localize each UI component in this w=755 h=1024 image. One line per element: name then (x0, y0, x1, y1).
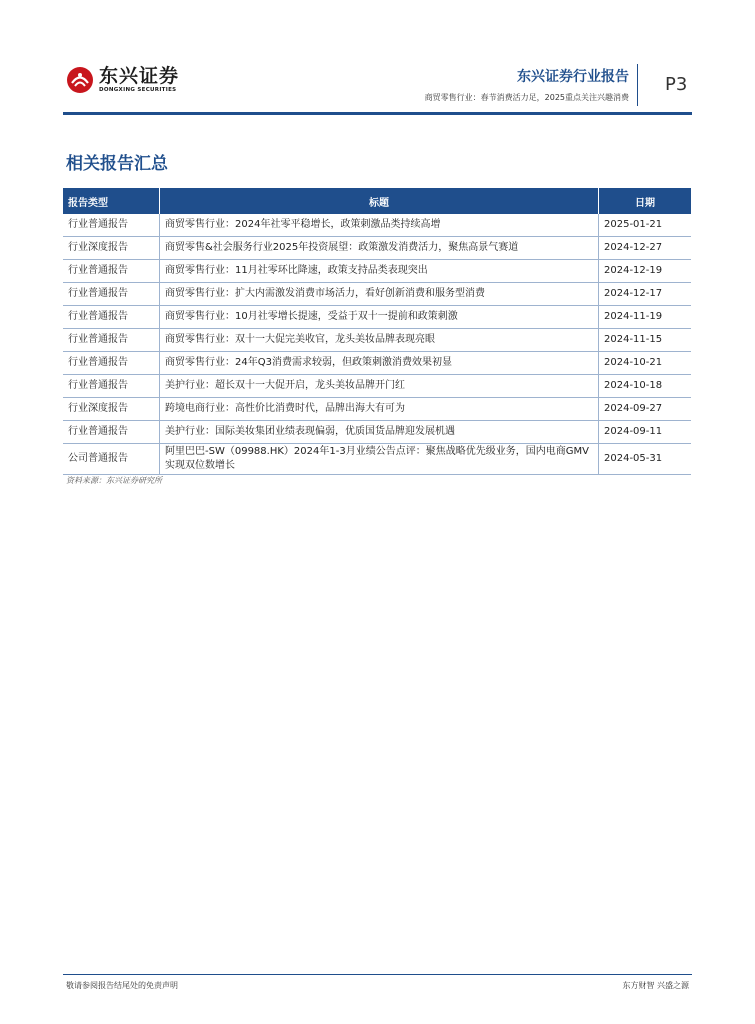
cell-report-type: 行业普通报告 (63, 283, 160, 306)
cell-report-type: 行业普通报告 (63, 260, 160, 283)
footer-rule (63, 974, 692, 975)
related-reports-table (63, 188, 691, 475)
table-row (63, 283, 691, 306)
cell-report-type: 行业普通报告 (63, 329, 160, 352)
table-header-row (63, 188, 691, 214)
header-title: 标题 (160, 188, 599, 214)
table-row (63, 352, 691, 375)
cell-report-title: 商贸零售行业：11月社零环比降速，政策支持品类表现突出 (160, 260, 599, 283)
cell-report-title: 商贸零售行业：2024年社零平稳增长，政策刺激品类持续高增 (160, 214, 599, 237)
cell-report-date: 2024-11-19 (599, 306, 692, 329)
table-row (63, 375, 691, 398)
cell-report-type: 行业普通报告 (63, 306, 160, 329)
brand-name-en: DONGXING SECURITIES (99, 87, 177, 93)
table-row (63, 214, 691, 237)
cell-report-title: 商贸零售&社会服务行业2025年投资展望：政策激发消费活力，聚焦高景气赛道 (160, 237, 599, 260)
cell-report-title: 阿里巴巴-SW（09988.HK）2024年1-3月业绩公告点评：聚焦战略优先级业务，国内电商GMV实现双位数增长 (160, 444, 599, 475)
cell-report-date: 2024-12-19 (599, 260, 692, 283)
cell-report-date: 2024-10-21 (599, 352, 692, 375)
cell-report-type: 行业普通报告 (63, 421, 160, 444)
cell-report-title: 跨境电商行业：高性价比消费时代，品牌出海大有可为 (160, 398, 599, 421)
report-label: 东兴证券行业报告 (517, 69, 629, 85)
cell-report-title: 商贸零售行业：扩大内需激发消费市场活力，看好创新消费和服务型消费 (160, 283, 599, 306)
cell-report-date: 2024-11-15 (599, 329, 692, 352)
table-row (63, 421, 691, 444)
cell-report-title: 商贸零售行业：10月社零增长提速，受益于双十一提前和政策刺激 (160, 306, 599, 329)
cell-report-date: 2025-01-21 (599, 214, 692, 237)
data-source-note: 资料来源：东兴证券研究所 (66, 476, 162, 485)
cell-report-date: 2024-09-27 (599, 398, 692, 421)
cell-report-date: 2024-09-11 (599, 421, 692, 444)
header-date: 日期 (599, 188, 692, 214)
cell-report-date: 2024-05-31 (599, 444, 692, 475)
table-row (63, 306, 691, 329)
cell-report-type: 行业普通报告 (63, 352, 160, 375)
table-row (63, 444, 691, 475)
table-row (63, 260, 691, 283)
company-logo (66, 66, 179, 94)
cell-report-date: 2024-12-17 (599, 283, 692, 306)
footer-slogan: 东方财智 兴盛之源 (622, 981, 689, 990)
cell-report-title: 商贸零售行业：双十一大促完美收官，龙头美妆品牌表现亮眼 (160, 329, 599, 352)
header-rule (63, 112, 692, 115)
brand-name-cn: 东兴证券 (99, 65, 180, 87)
section-title: 相关报告汇总 (66, 154, 168, 174)
cell-report-type: 行业普通报告 (63, 214, 160, 237)
cell-report-title: 美护行业：超长双十一大促开启，龙头美妆品牌开门红 (160, 375, 599, 398)
cell-report-date: 2024-12-27 (599, 237, 692, 260)
cell-report-title: 商贸零售行业：24年Q3消费需求较弱，但政策刺激消费效果初显 (160, 352, 599, 375)
dongxing-logo-icon (66, 66, 94, 94)
header-report-type: 报告类型 (63, 188, 160, 214)
cell-report-title: 美护行业：国际美妆集团业绩表现偏弱，优质国货品牌迎发展机遇 (160, 421, 599, 444)
cell-report-type: 行业深度报告 (63, 398, 160, 421)
table-row (63, 329, 691, 352)
cell-report-type: 行业普通报告 (63, 375, 160, 398)
table-row (63, 398, 691, 421)
header-divider (637, 64, 638, 106)
cell-report-type: 公司普通报告 (63, 444, 160, 475)
cell-report-date: 2024-10-18 (599, 375, 692, 398)
report-subtitle: 商贸零售行业：春节消费活力足，2025重点关注兴趣消费 (424, 93, 629, 102)
page-number: P3 (665, 74, 688, 95)
disclaimer-note: 敬请参阅报告结尾处的免责声明 (66, 981, 178, 990)
table-row (63, 237, 691, 260)
cell-report-type: 行业深度报告 (63, 237, 160, 260)
